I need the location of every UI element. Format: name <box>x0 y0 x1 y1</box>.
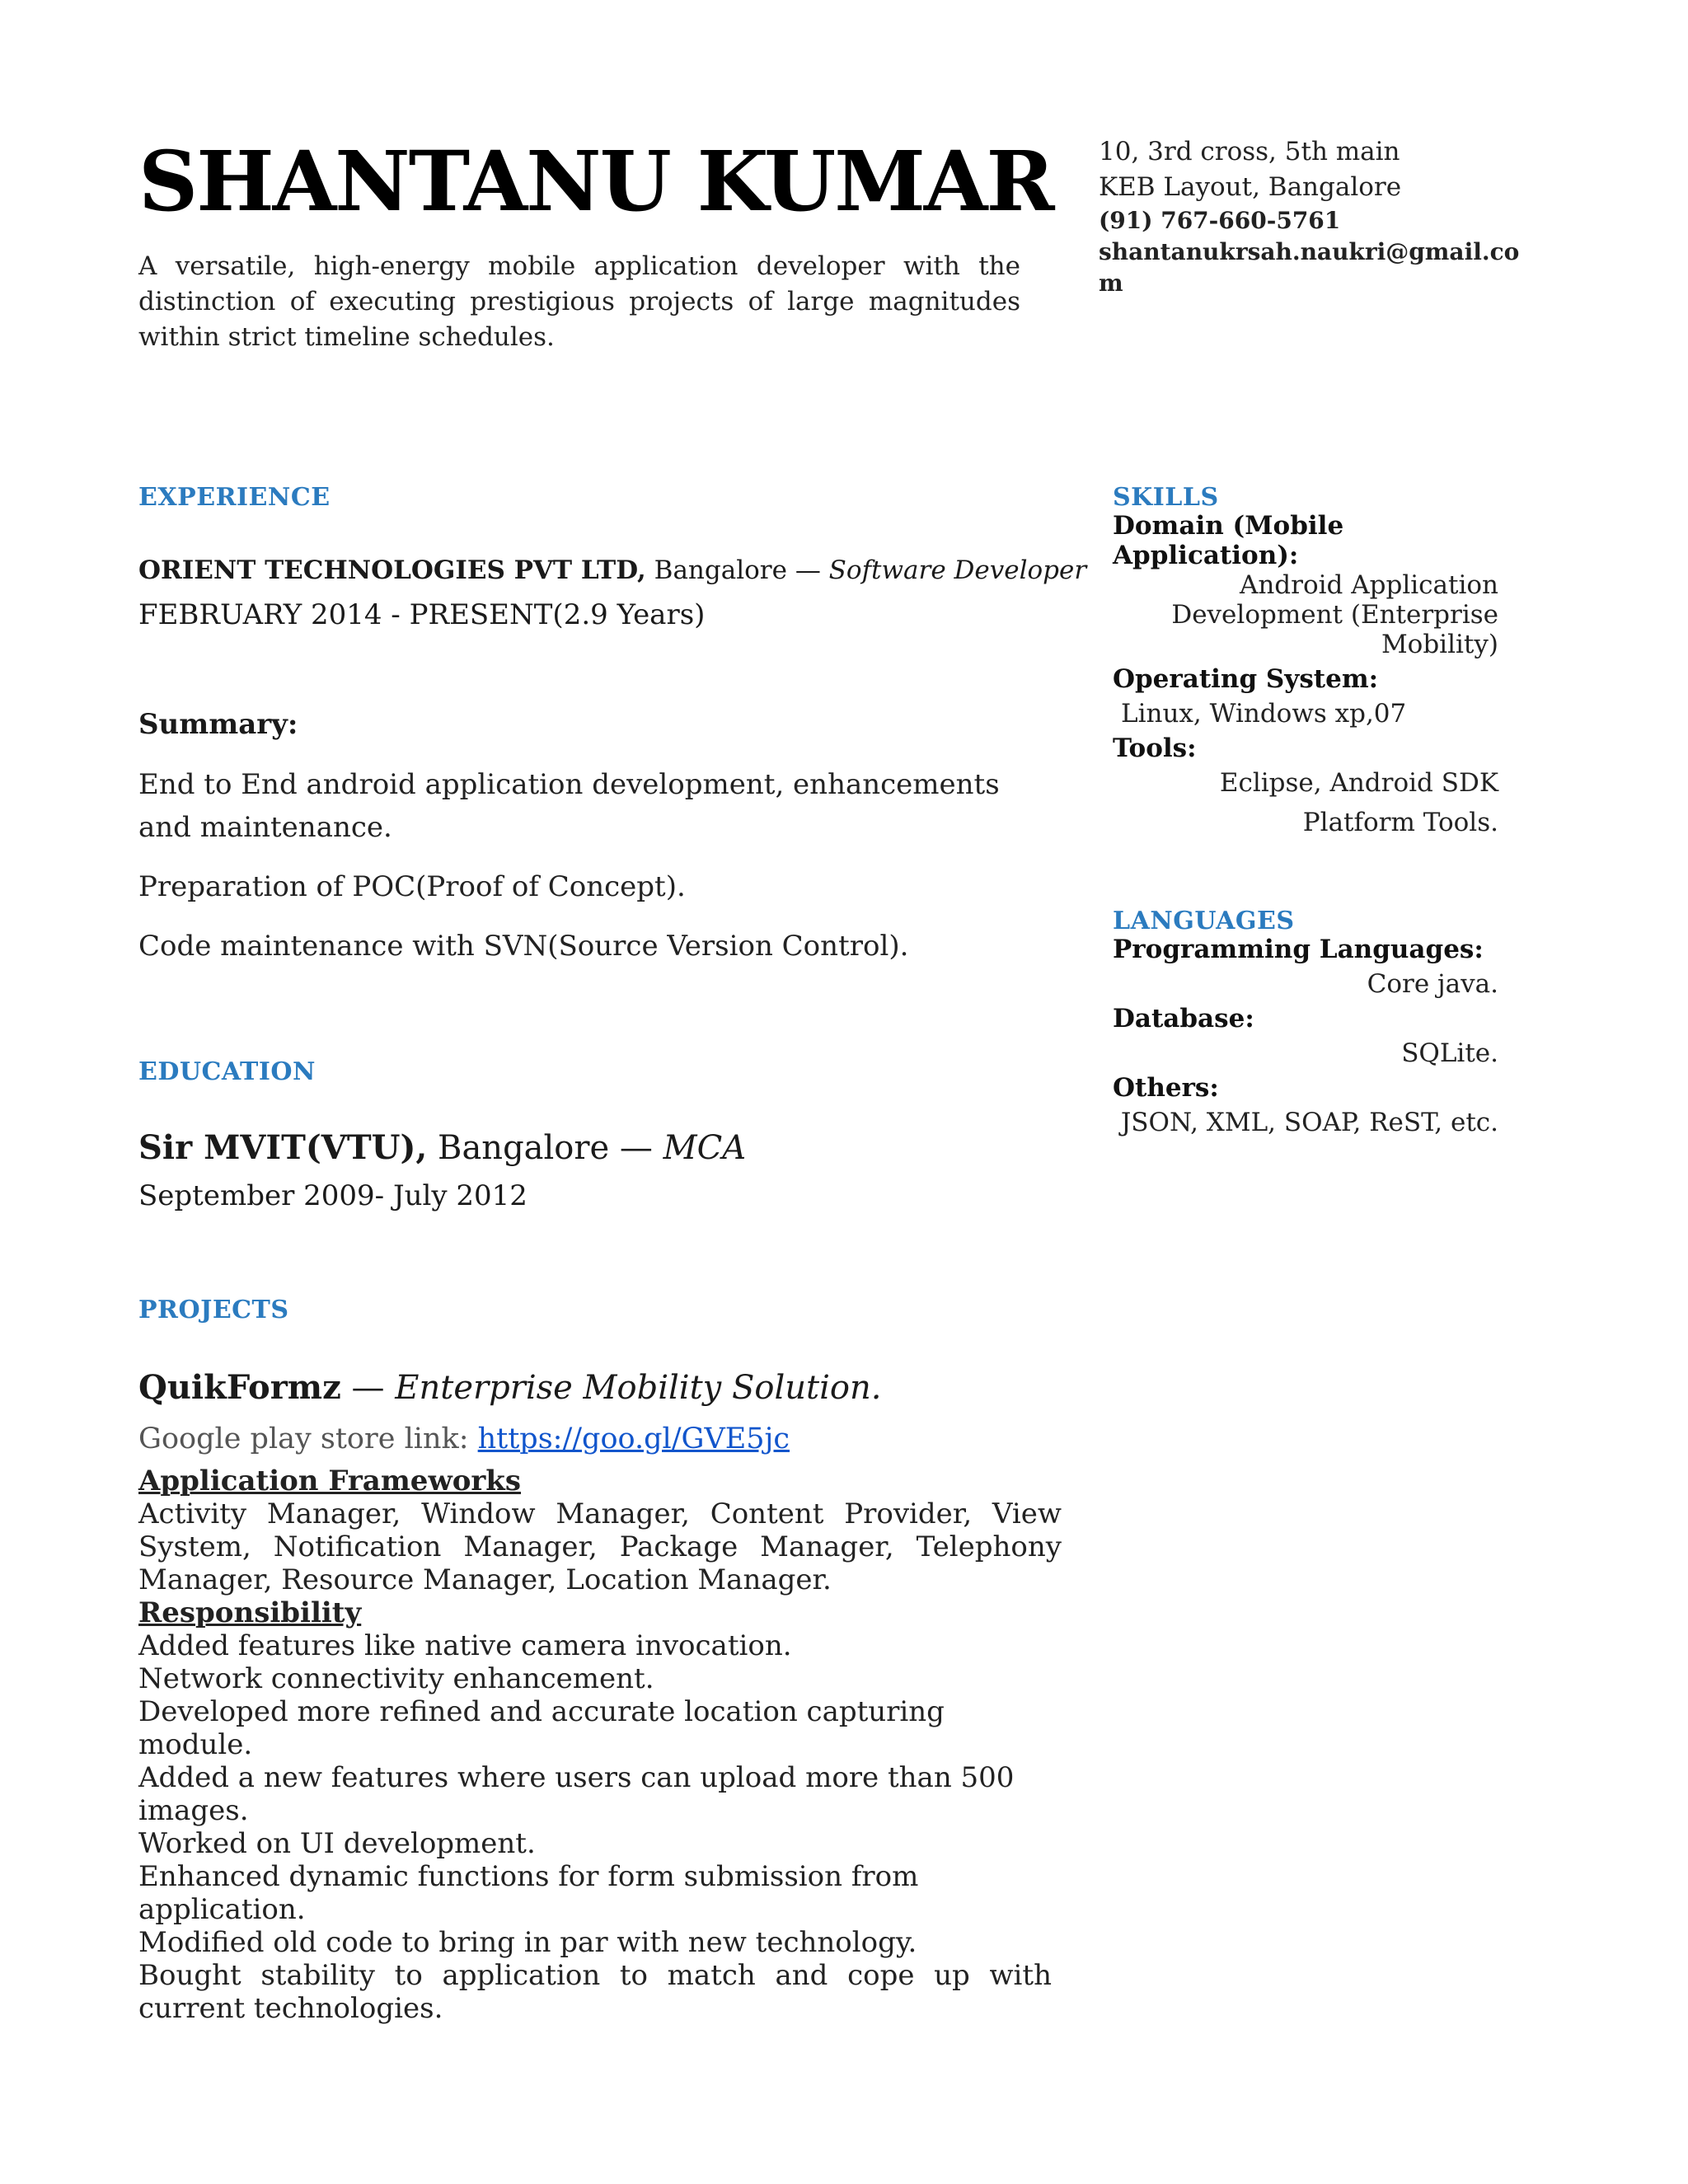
company-name: ORIENT TECHNOLOGIES PVT LTD, <box>138 555 646 585</box>
play-store-line <box>138 1421 790 1457</box>
experience-heading: EXPERIENCE <box>138 483 331 512</box>
project-sep: — <box>340 1369 396 1407</box>
database-value: SQLite. <box>1401 1038 1498 1068</box>
others-label: Others: <box>1113 1073 1219 1103</box>
project-title-line <box>138 1366 881 1409</box>
job-title-line <box>138 554 1086 587</box>
others-value: JSON, XML, SOAP, ReST, etc. <box>1120 1108 1498 1137</box>
skills-heading: SKILLS <box>1113 483 1219 512</box>
job-location: Bangalore — <box>645 555 829 585</box>
job-role: Software Developer <box>828 555 1087 585</box>
summary-item: Code maintenance with SVN(Source Version Control). <box>138 930 909 963</box>
programming-languages-value: Core java. <box>1367 969 1498 999</box>
degree: MCA <box>663 1129 747 1167</box>
play-store-link[interactable]: https://goo.gl/GVE5jc <box>477 1422 790 1455</box>
email-address[interactable]: shantanukrsah.naukri@gmail.com <box>1099 238 1520 297</box>
responsibility-item: Modified old code to bring in par with new technology. <box>138 1926 917 1959</box>
school-name: Sir MVIT(VTU), <box>138 1128 428 1167</box>
address-line-1: 10, 3rd cross, 5th main <box>1099 137 1400 166</box>
summary-list <box>138 763 1029 968</box>
responsibility-item: Developed more refined and accurate location capturing module. <box>138 1695 945 1761</box>
responsibility-item: Worked on UI development. <box>138 1827 536 1860</box>
languages-block <box>1113 935 1498 1142</box>
frameworks-label: Application Frameworks <box>138 1465 521 1497</box>
domain-label: Domain (Mobile Application): <box>1113 511 1344 570</box>
responsibility-item: Added a new features where users can upload more than 500 images. <box>138 1761 1015 1827</box>
education-heading: EDUCATION <box>138 1057 316 1086</box>
education-line <box>138 1127 746 1169</box>
os-value: Linux, Windows xp,07 <box>1121 699 1407 729</box>
tools-label: Tools: <box>1113 733 1197 763</box>
summary-item: End to End android application development, enhancements and maintenance. <box>138 768 1000 844</box>
play-store-label: Google play store link: <box>138 1422 478 1455</box>
database-label: Database: <box>1113 1004 1254 1033</box>
tools-value: Eclipse, Android SDK Platform Tools. <box>1219 768 1498 837</box>
frameworks-text: Activity Manager, Window Manager, Content Provider, View System, Notification Manager, Package Manager, Telephony Manager, Resource Manager, Location Manager. <box>138 1497 1062 1596</box>
candidate-name: SHANTANU KUMAR <box>138 133 1053 230</box>
skills-block <box>1113 511 1498 842</box>
projects-heading: PROJECTS <box>138 1296 289 1324</box>
responsibility-label: Responsibility <box>138 1596 362 1629</box>
contact-block <box>1099 134 1527 299</box>
os-label: Operating System: <box>1113 664 1379 694</box>
summary-label: Summary: <box>138 708 298 741</box>
responsibility-item: Added features like native camera invocation. <box>138 1629 792 1662</box>
languages-heading: LANGUAGES <box>1113 907 1295 935</box>
school-location: Bangalore — <box>427 1129 663 1167</box>
responsibility-item: Bought stability to application to match and cope up with current technologies. <box>138 1959 1052 2025</box>
address-line-2: KEB Layout, Bangalore <box>1099 172 1402 202</box>
domain-value: Android Application Development (Enterprise Mobility) <box>1171 570 1498 659</box>
tagline: A versatile, high-energy mobile application developer with the distinction of executing prestigious projects of large magnitudes within strict timeline schedules. <box>138 251 1020 352</box>
programming-languages-label: Programming Languages: <box>1113 935 1484 964</box>
responsibility-item: Enhanced dynamic functions for form submission from application. <box>138 1860 919 1926</box>
job-dates: FEBRUARY 2014 - PRESENT(2.9 Years) <box>138 598 706 631</box>
phone-number: (91) 767-660-5761 <box>1099 207 1341 234</box>
summary-item: Preparation of POC(Proof of Concept). <box>138 870 686 903</box>
project-description: Enterprise Mobility Solution. <box>395 1369 882 1407</box>
education-dates: September 2009- July 2012 <box>138 1179 528 1212</box>
responsibility-item: Network connectivity enhancement. <box>138 1662 654 1695</box>
project-details <box>138 1465 1062 2025</box>
project-name: QuikFormz <box>138 1368 341 1407</box>
